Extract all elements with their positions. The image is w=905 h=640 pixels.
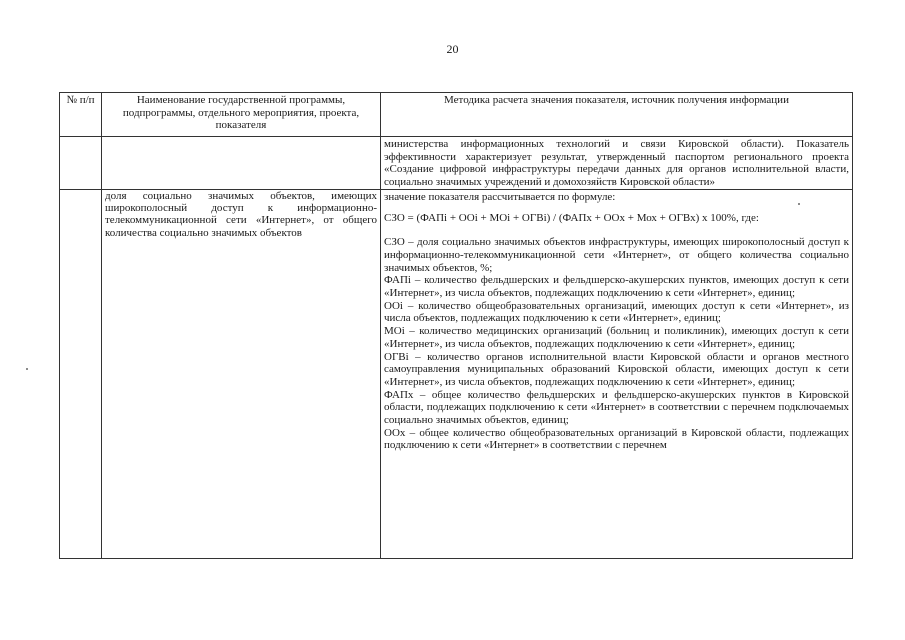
scan-speck <box>798 203 800 205</box>
row1-number <box>60 137 102 190</box>
table-header-row <box>60 93 853 137</box>
definition-fap-i: ФАПi – количество фельдшерских и фельдшерско-акушерских пунктов, имеющих доступ к сети «Интернет», из числа объектов, подлежащих подключению к сети «Интернет», единиц; <box>384 274 849 300</box>
formula: СЗО = (ФАПi + ООi + МОi + ОГВi) / (ФАПх + ООх + Мох + ОГВх) х 100%, где: <box>384 211 759 224</box>
methodology-table <box>59 92 853 559</box>
definition-fap-x: ФАПх – общее количество фельдшерских и фельдшерско-акушерских пунктов в Кировской области, подлежащих подключению к сети «Интернет» в соответствии с перечнем подключаемых социально значимых объектов, единиц; <box>384 388 849 427</box>
page-number: 20 <box>446 42 459 56</box>
scan-speck <box>26 368 28 370</box>
definition-szo: СЗО – доля социально значимых объектов инфраструктуры, имеющих широкополосный доступ к информационно-телекоммуникационной сети «Интернет», от общего количества социально значимых объектов, %; <box>384 236 849 274</box>
definition-oo-i: ООi – количество общеобразовательных организаций, имеющих доступ к сети «Интернет», из числа объектов, подлежащих подключению к сети «Интернет», единиц; <box>384 299 849 325</box>
header-methodology: Методика расчета значения показателя, источник получения информации <box>381 93 853 137</box>
header-number: № п/п <box>60 93 102 137</box>
definition-ogv-i: ОГВi – количество органов исполнительной власти Кировской области и органов местного самоуправления муниципальных образований Кировской области, имеющих доступ к сети «Интернет», из числа объектов, подлежащих подключению к сети «Интернет», единиц; <box>384 350 849 388</box>
definition-oo-x: ООх – общее количество общеобразовательных организаций в Кировской области, подлежащих подключению к сети «Интернет» в соответствии с перечнем <box>384 426 849 452</box>
header-indicator-name: Наименование государственной программы, подпрограммы, отдельного мероприятия, проекта, показателя <box>102 93 381 137</box>
definition-mo-i: МОi – количество медицинских организаций (больниц и поликлиник), имеющих доступ к сети «Интернет», из числа объектов, подлежащих подключению к сети «Интернет», единиц; <box>384 325 849 350</box>
table-row <box>60 137 853 190</box>
row1-indicator <box>102 137 381 190</box>
table-row <box>60 189 853 558</box>
formula-intro: значение показателя рассчитывается по формуле: <box>384 190 616 203</box>
row2-methodology <box>381 189 853 558</box>
row2-indicator: доля социально значимых объектов, имеющих широкополосный доступ к информационно-телекоммуникационной сети «Интернет», от общего количества социально значимых объектов <box>102 189 381 558</box>
row2-number <box>60 189 102 558</box>
row1-methodology: министерства информационных технологий и связи Кировской области). Показатель эффективности характеризует результат, утвержденный паспортом регионального проекта «Создание цифровой инфраструктуры передачи данных для органов исполнительной власти, социально значимых учреждений и домохозяйств Кировской области» <box>381 137 853 190</box>
